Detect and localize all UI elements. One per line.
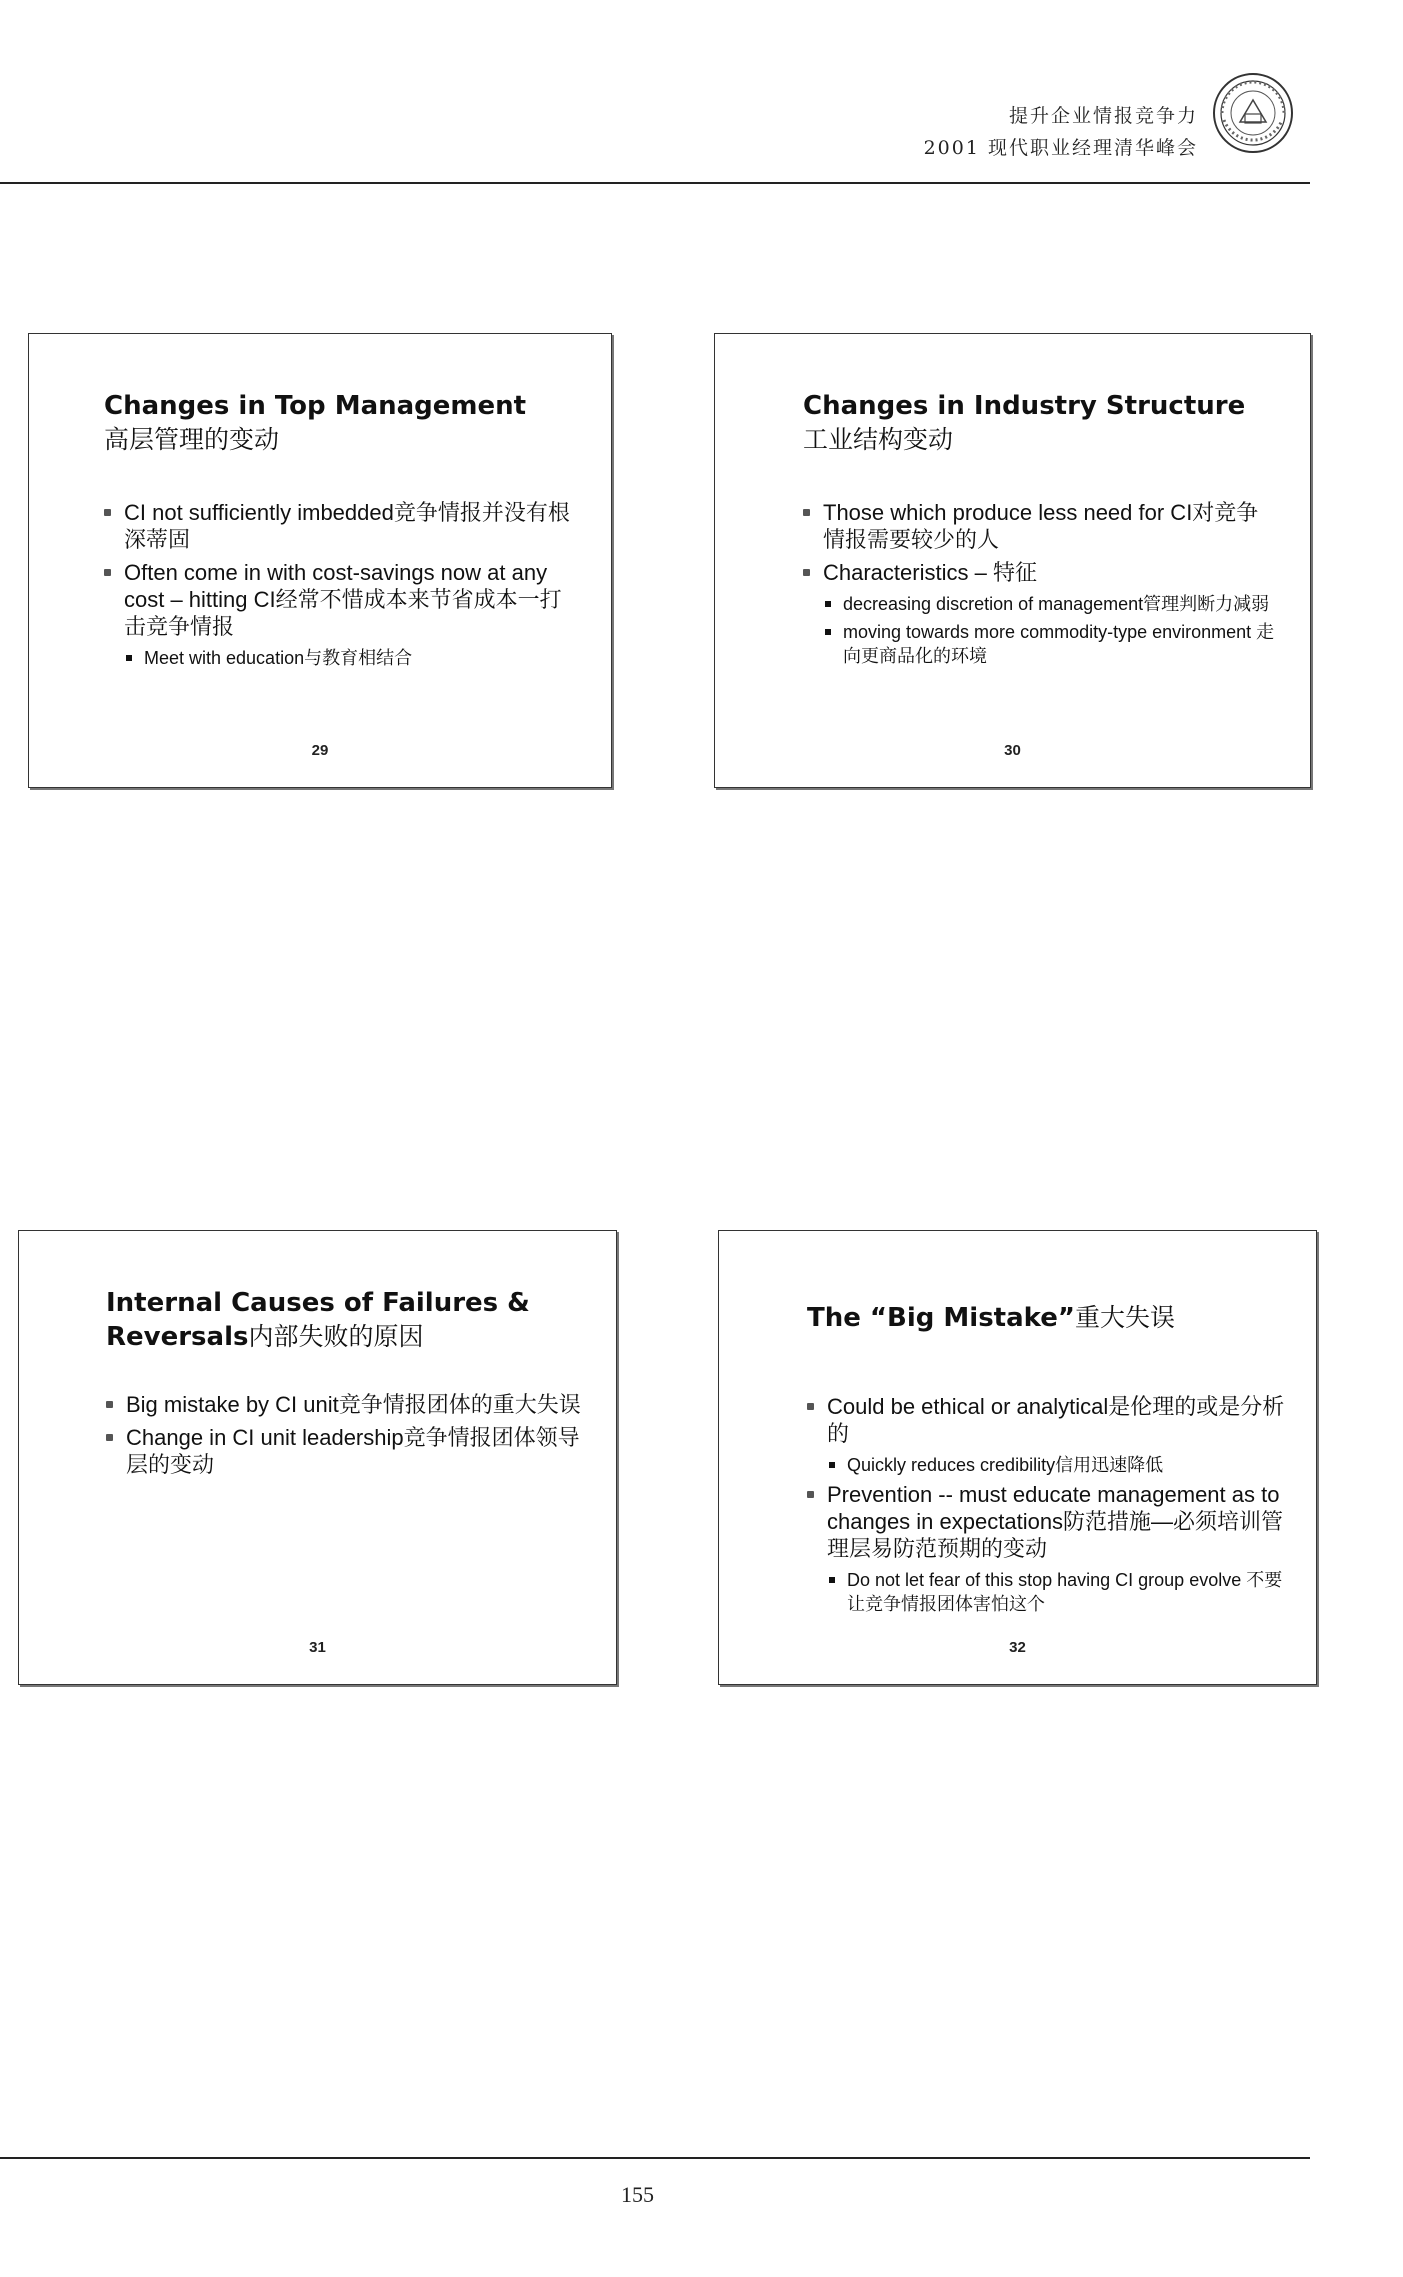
header-line-2: 2001 现代职业经理清华峰会 — [923, 137, 1198, 159]
slide-title — [104, 389, 581, 457]
header-line-1: 提升企业情报竞争力 — [1008, 105, 1198, 127]
slide-title — [807, 1301, 1286, 1335]
header-rule — [0, 182, 1310, 184]
sub-bullet-item: decreasing discretion of management管理判断力减弱 — [825, 592, 1280, 616]
sub-bullet-item: moving towards more commodity-type environment 走向更商品化的环境 — [825, 620, 1280, 668]
bullet-item: Prevention -- must educate management as to changes in expectations防范措施—必须培训管理层易防范预期的变动 — [807, 1481, 1286, 1562]
slide-title — [803, 389, 1280, 457]
slide-number: 29 — [311, 742, 329, 759]
slide-title-zh: 重大失误 — [1074, 1303, 1175, 1332]
slide-32 — [718, 1230, 1317, 1685]
slide-number: 31 — [309, 1639, 326, 1656]
footer-rule — [0, 2157, 1310, 2159]
bullet-list — [106, 1391, 586, 1484]
slide-title-text: Changes in Industry Structure — [803, 391, 1246, 421]
bullet-item: Often come in with cost-savings now at any cost – hitting CI经常不惜成本来节省成本一打击竞争情报 — [104, 559, 581, 640]
bullet-list — [803, 499, 1280, 672]
slide-subtitle: 高层管理的变动 — [104, 425, 280, 454]
bullet-item: Those which produce less need for CI对竞争情报需要较少的人 — [803, 499, 1280, 553]
bullet-list — [807, 1393, 1286, 1620]
page-header — [0, 0, 1403, 190]
page-number: 155 — [621, 2182, 654, 2207]
bullet-item: Characteristics – 特征 — [803, 559, 1280, 586]
sub-bullet-item: Do not let fear of this stop having CI group evolve 不要让竞争情报团体害怕这个 — [829, 1568, 1286, 1616]
slide-title-text: Changes in Top Management — [104, 391, 527, 421]
slide-29 — [28, 333, 612, 788]
slide-30 — [714, 333, 1311, 788]
sub-bullet-item: Quickly reduces credibility信用迅速降低 — [829, 1453, 1286, 1477]
slide-31 — [18, 1230, 617, 1685]
slide-title-zh: 内部失败的原因 — [248, 1322, 424, 1351]
sub-bullet-item: Meet with education与教育相结合 — [126, 646, 581, 670]
slide-title-line-1: Internal Causes of Failures & — [106, 1288, 530, 1318]
slide-title — [106, 1286, 586, 1354]
bullet-item: CI not sufficiently imbedded竞争情报并没有根深蒂固 — [104, 499, 581, 553]
bullet-item: Change in CI unit leadership竞争情报团体领导层的变动 — [106, 1424, 586, 1478]
slide-number: 32 — [1009, 1639, 1026, 1656]
slide-subtitle: 工业结构变动 — [803, 425, 954, 454]
bullet-item: Could be ethical or analytical是伦理的或是分析的 — [807, 1393, 1286, 1447]
slide-title-text: The “Big Mistake” — [807, 1303, 1075, 1333]
university-seal-icon — [1212, 72, 1294, 154]
slide-title-line-2: Reversals — [106, 1322, 249, 1352]
slide-number: 30 — [1004, 742, 1021, 759]
header-text — [924, 100, 1198, 164]
bullet-item: Big mistake by CI unit竞争情报团体的重大失误 — [106, 1391, 586, 1418]
bullet-list — [104, 499, 581, 674]
